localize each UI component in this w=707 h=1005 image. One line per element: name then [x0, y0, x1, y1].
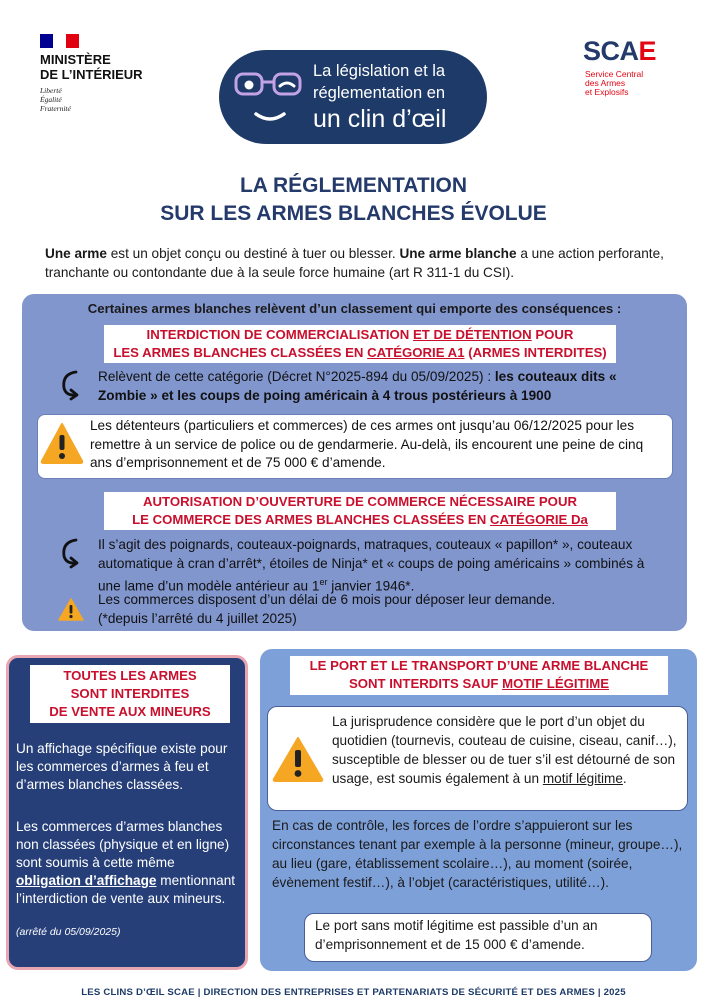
winking-glasses-icon	[234, 72, 304, 128]
minors-banner: TOUTES LES ARMES SONT INTERDITES DE VENTE AUX MINEURS	[30, 665, 230, 723]
scae-subtitle: Service Central des Armes et Explosifs	[585, 69, 644, 97]
control-circumstances-text: En cas de contrôle, les forces de l’ordre s’appuieront sur les circonstances tenant par exemple à la personne (mineur, groupe…), au lieu (gare, établissement scolaire…), au moment (soirée, évènement festif…), à l’objet (caractéristiques, utilité…).	[272, 818, 683, 890]
category-a1-description: Relèvent de cette catégorie (Décret N°2025-894 du 05/09/2025) : les couteaux dits « Zombie » et les coups de poing américain à 4 trous postérieurs à 1900	[98, 369, 617, 403]
footer: LES CLINS D’ŒIL SCAE | DIRECTION DES ENTREPRISES ET PARTENARIATS DE SÉCURITÉ ET DES ARMES | 2025	[81, 987, 626, 998]
scae-logo: SCAE	[583, 36, 657, 66]
minors-decree-reference: (arrêté du 05/09/2025)	[16, 926, 121, 938]
marianne-flag-icon	[40, 34, 79, 48]
warning-triangle-icon	[40, 422, 84, 464]
intro-paragraph: Une arme est un objet conçu ou destiné à tuer ou blesser. Une arme blanche a une action perforante, tranchante ou contondante due à la seule force humaine (art R 311-1 du CSI).	[45, 246, 664, 280]
ministry-name: MINISTÈRE DE L’INTÉRIEUR	[40, 52, 143, 82]
warning-triangle-icon	[58, 598, 84, 622]
holders-deadline-warning: Les détenteurs (particuliers et commerces) de ces armes ont jusqu’au 06/12/2025 pour les remettre à un service de police ou de gendarmerie. Au-delà, ils encourent une peine de cinq ans d’emprisonnement et de 75 000 € d’amende.	[90, 418, 644, 470]
panel-heading: Certaines armes blanches relèvent d’un classement qui emporte des conséquences :	[87, 301, 622, 316]
jurisprudence-text: La jurisprudence considère que le port d’un objet du quotidien (tournevis, couteau de cuisine, ciseau, canif…), susceptible de blesser ou de tuer s’il est détourné de son usage, est soumis également à un motif légitime.	[332, 714, 677, 786]
page-title: LA RÉGLEMENTATION SUR LES ARMES BLANCHES ÉVOLUE	[160, 174, 547, 225]
category-da-description: Il s’agit des poignards, couteaux-poignards, matraques, couteaux « papillon* », couteaux automatique à cran d’arrêt*, étoiles de Ninja* et « coups de poing américains » combinés à une lame d’un modèle antérieur au 1er janvier 1946*.	[98, 537, 645, 594]
minors-display-paragraph: Un affichage spécifique existe pour les commerces d’armes à feu et d’armes blanches classées.	[16, 741, 228, 792]
penalty-text: Le port sans motif légitime est passible d’un an d’emprisonnement et de 15 000 € d’amende.	[315, 918, 598, 952]
curved-arrow-icon	[58, 368, 84, 400]
carry-banner: LE PORT ET LE TRANSPORT D’UNE ARME BLANCHE SONT INTERDITS SAUF MOTIF LÉGITIME	[290, 656, 668, 695]
campaign-title: La législation et la réglementation en un clin d’œil	[313, 62, 447, 133]
warning-triangle-icon	[272, 736, 324, 782]
curved-arrow-icon	[58, 536, 84, 568]
category-da-banner: AUTORISATION D’OUVERTURE DE COMMERCE NÉCESSAIRE POUR LE COMMERCE DES ARMES BLANCHES CLASSÉES EN CATÉGORIE Da	[104, 492, 616, 530]
commerce-delay-note: Les commerces disposent d’un délai de 6 mois pour déposer leur demande. (*depuis l’arrêté du 4 juillet 2025)	[98, 592, 556, 626]
ministry-motto: Liberté Égalité Fraternité	[40, 86, 71, 113]
category-a1-banner: INTERDICTION DE COMMERCIALISATION ET DE DÉTENTION POUR LES ARMES BLANCHES CLASSÉES EN CATÉGORIE A1 (ARMES INTERDITES)	[104, 325, 616, 363]
minors-obligation-paragraph: Les commerces d’armes blanches non classées (physique et en ligne) sont soumis à cette même obligation d’affichage mentionnant l’interdiction de vente aux mineurs.	[16, 819, 236, 906]
